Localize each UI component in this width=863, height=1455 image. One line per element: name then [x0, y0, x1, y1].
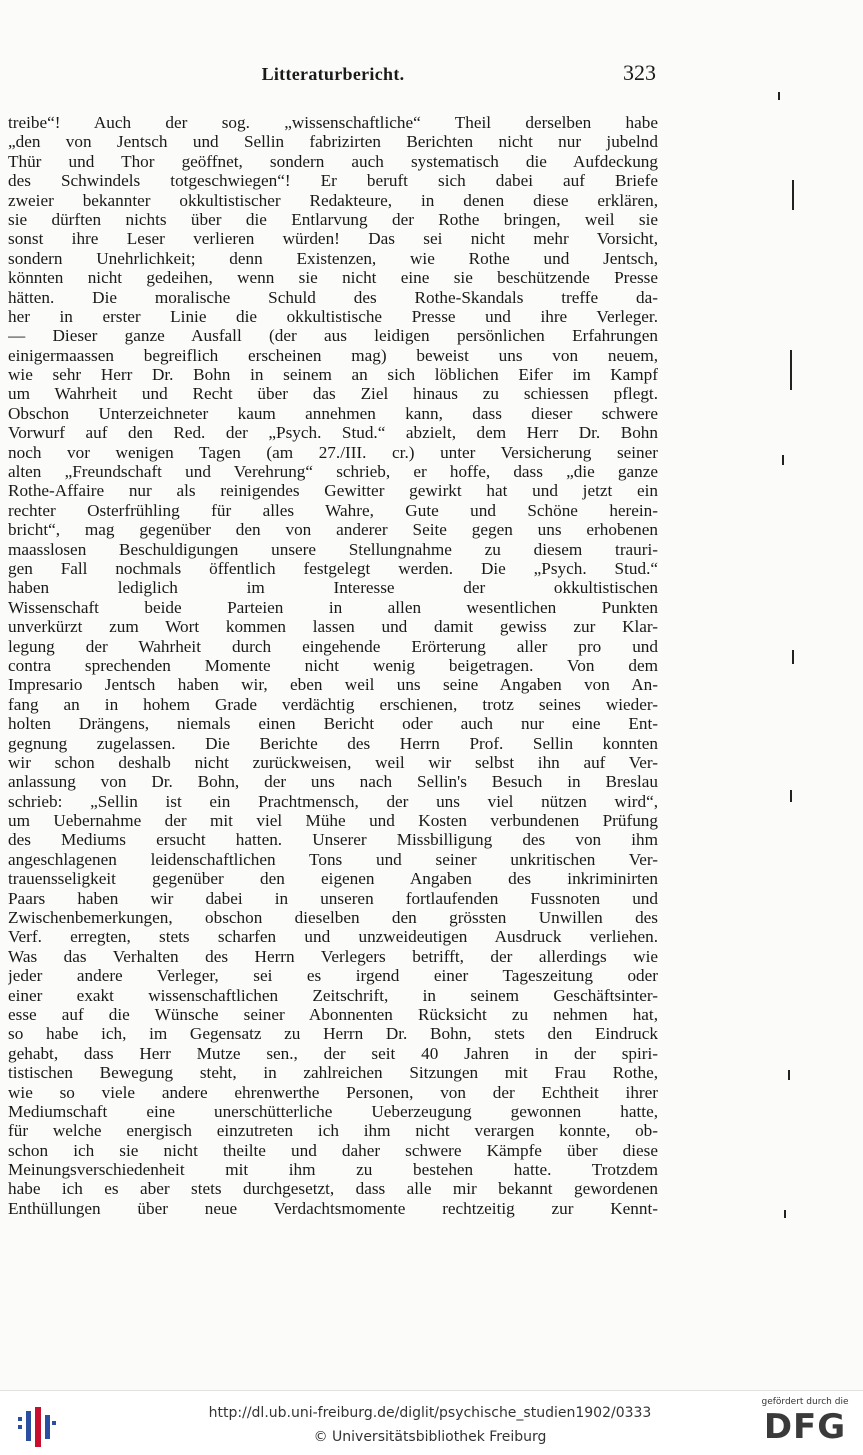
- text-line: wie so viele andere ehrenwerthe Personen, von der Echtheit ihrer: [8, 1082, 658, 1102]
- text-line: fang an in hohem Grade verdächtig erschienen, trotz seines wieder-: [8, 694, 658, 714]
- text-line: her in erster Linie die okkultistische Presse und ihre Verleger.: [8, 306, 658, 326]
- text-line: hätten. Die moralische Schuld des Rothe-Skandals treffe da-: [8, 287, 658, 307]
- text-line: tistischen Bewegung steht, in zahlreichen Sitzungen mit Frau Rothe,: [8, 1063, 658, 1083]
- page-header: [8, 60, 658, 90]
- source-url[interactable]: http://dl.ub.uni-freiburg.de/diglit/psychische_studien1902/0333: [208, 1405, 652, 1421]
- page-number: 323: [623, 60, 656, 85]
- text-line: einer exakt wissenschaftlichen Zeitschrift, in seinem Geschäftsinter-: [8, 985, 658, 1005]
- text-line: Mediumschaft eine unerschütterliche Ueberzeugung gewonnen hatte,: [8, 1101, 658, 1121]
- text-line: des Schwindels totgeschwiegen“! Er beruft sich dabei auf Briefe: [8, 171, 658, 191]
- text-line: könnten nicht gedeihen, wenn sie nicht eine sie beschützende Presse: [8, 268, 658, 288]
- text-line: legung der Wahrheit durch eingehende Erörterung aller pro und: [8, 636, 658, 656]
- text-line: sonst ihre Leser verlieren würden! Das sei nicht mehr Vorsicht,: [8, 229, 658, 249]
- body-text: [8, 113, 658, 1218]
- text-line: noch vor wenigen Tagen (am 27./III. cr.) unter Versicherung seiner: [8, 442, 658, 462]
- text-line: alten „Freundschaft und Verehrung“ schrieb, er hoffe, dass „die ganze: [8, 462, 658, 482]
- text-line: Paars haben wir dabei in unseren fortlaufenden Fussnoten und: [8, 888, 658, 908]
- text-line: haben lediglich im Interesse der okkultistischen: [8, 578, 658, 598]
- text-line: rechter Osterfrühling für alles Wahre, Gute und Schöne herein-: [8, 500, 658, 520]
- text-line: habe ich es aber stets durchgesetzt, dass alle mir bekannt gewordenen: [8, 1179, 658, 1199]
- text-line: holten Drängens, niemals einen Bericht oder auch nur eine Ent-: [8, 714, 658, 734]
- text-line: trauensseligkeit gegenüber den eigenen Angaben des inkriminirten: [8, 869, 658, 889]
- text-line: Meinungsverschiedenheit mit ihm zu bestehen hatte. Trotzdem: [8, 1160, 658, 1180]
- text-line: gehabt, dass Herr Mutze sen., der seit 40 Jahren in der spiri-: [8, 1043, 658, 1063]
- text-line: unverkürzt zum Wort kommen lassen und damit gewiss zur Klar-: [8, 617, 658, 637]
- university-library-logo-icon: [14, 1403, 58, 1447]
- text-line: des Mediums ersucht hatten. Unserer Missbilligung des von ihm: [8, 830, 658, 850]
- copyright-notice: © Universitätsbibliothek Freiburg: [313, 1429, 547, 1445]
- footer-bar: [0, 1390, 863, 1455]
- running-title: Litteraturbericht.: [261, 64, 405, 84]
- text-line: jeder andere Verleger, sei es irgend einer Tageszeitung oder: [8, 966, 658, 986]
- text-line: Wissenschaft beide Parteien in allen wesentlichen Punkten: [8, 597, 658, 617]
- text-line: Impresario Jentsch haben wir, eben weil uns seine Angaben von An-: [8, 675, 658, 695]
- margin-marks: [770, 0, 830, 1390]
- text-line: sie dürften nichts über die Entlarvung der Rothe bringen, weil sie: [8, 209, 658, 229]
- text-line: sondern Unehrlichkeit; denn Existenzen, wie Rothe und Jentsch,: [8, 248, 658, 268]
- text-line: maasslosen Beschuldigungen unsere Stellungnahme zu diesem trauri-: [8, 539, 658, 559]
- dfg-logo-icon: DFG: [763, 1407, 847, 1447]
- text-line: Zwischenbemerkungen, obschon dieselben den grössten Unwillen des: [8, 908, 658, 928]
- text-line: um Uebernahme der mit viel Mühe und Kosten verbundenen Prüfung: [8, 811, 658, 831]
- text-line: anlassung von Dr. Bohn, der uns nach Sellin's Besuch in Breslau: [8, 772, 658, 792]
- text-line: contra sprechenden Momente nicht wenig beigetragen. Von dem: [8, 655, 658, 675]
- text-line: einigermaassen begreiflich erscheinen mag) beweist uns von neuem,: [8, 345, 658, 365]
- text-line: Vorwurf auf den Red. der „Psych. Stud.“ abzielt, dem Herr Dr. Bohn: [8, 423, 658, 443]
- text-line: Was das Verhalten des Herrn Verlegers betrifft, der allerdings wie: [8, 946, 658, 966]
- text-line: Verf. erregten, stets scharfen und unzweideutigen Ausdruck verliehen.: [8, 927, 658, 947]
- text-line: angeschlagenen leidenschaftlichen Tons und seiner unkritischen Ver-: [8, 849, 658, 869]
- text-line: Thür und Thor geöffnet, sondern auch systematisch die Aufdeckung: [8, 151, 658, 171]
- text-line: um Wahrheit und Recht über das Ziel hinaus zu schiessen pflegt.: [8, 384, 658, 404]
- text-line: esse auf die Wünsche seiner Abonnenten Rücksicht zu nehmen hat,: [8, 1004, 658, 1024]
- text-line: bricht“, mag gegenüber den von anderer Seite gegen uns erhobenen: [8, 520, 658, 540]
- text-line: „den von Jentsch und Sellin fabrizirten Berichten nicht nur jubelnd: [8, 132, 658, 152]
- text-line: so habe ich, im Gegensatz zu Herrn Dr. Bohn, stets den Eindruck: [8, 1024, 658, 1044]
- text-line: zweier bekannter okkultistischer Redakteure, in denen diese erklären,: [8, 190, 658, 210]
- text-line: treibe“! Auch der sog. „wissenschaftliche“ Theil derselben habe: [8, 113, 658, 132]
- text-line: Obschon Unterzeichneter kaum annehmen kann, dass dieser schwere: [8, 403, 658, 423]
- dfg-funding-logo: [755, 1397, 855, 1453]
- text-line: gen Fall nochmals öffentlich festgelegt werden. Die „Psych. Stud.“: [8, 558, 658, 578]
- text-line: — Dieser ganze Ausfall (der aus leidigen persönlichen Erfahrungen: [8, 326, 658, 346]
- text-line: wie sehr Herr Dr. Bohn in seinem an sich löblichen Eifer im Kampf: [8, 365, 658, 385]
- text-line: gegnung zugelassen. Die Berichte des Herrn Prof. Sellin konnten: [8, 733, 658, 753]
- text-line: schrieb: „Sellin ist ein Prachtmensch, der uns viel nützen wird“,: [8, 791, 658, 811]
- text-line: für welche energisch einzutreten ich ihm nicht verargen konnte, ob-: [8, 1121, 658, 1141]
- text-line: schon ich sie nicht theilte und daher schwere Kämpfe über diese: [8, 1140, 658, 1160]
- dfg-caption: gefördert durch die: [761, 1397, 849, 1407]
- text-line: wir schon deshalb nicht zurückweisen, weil wir selbst ihn auf Ver-: [8, 752, 658, 772]
- text-line: Enthüllungen über neue Verdachtsmomente rechtzeitig zur Kennt-: [8, 1198, 658, 1218]
- text-line: Rothe-Affaire nur als reinigendes Gewitter gewirkt hat und jetzt ein: [8, 481, 658, 501]
